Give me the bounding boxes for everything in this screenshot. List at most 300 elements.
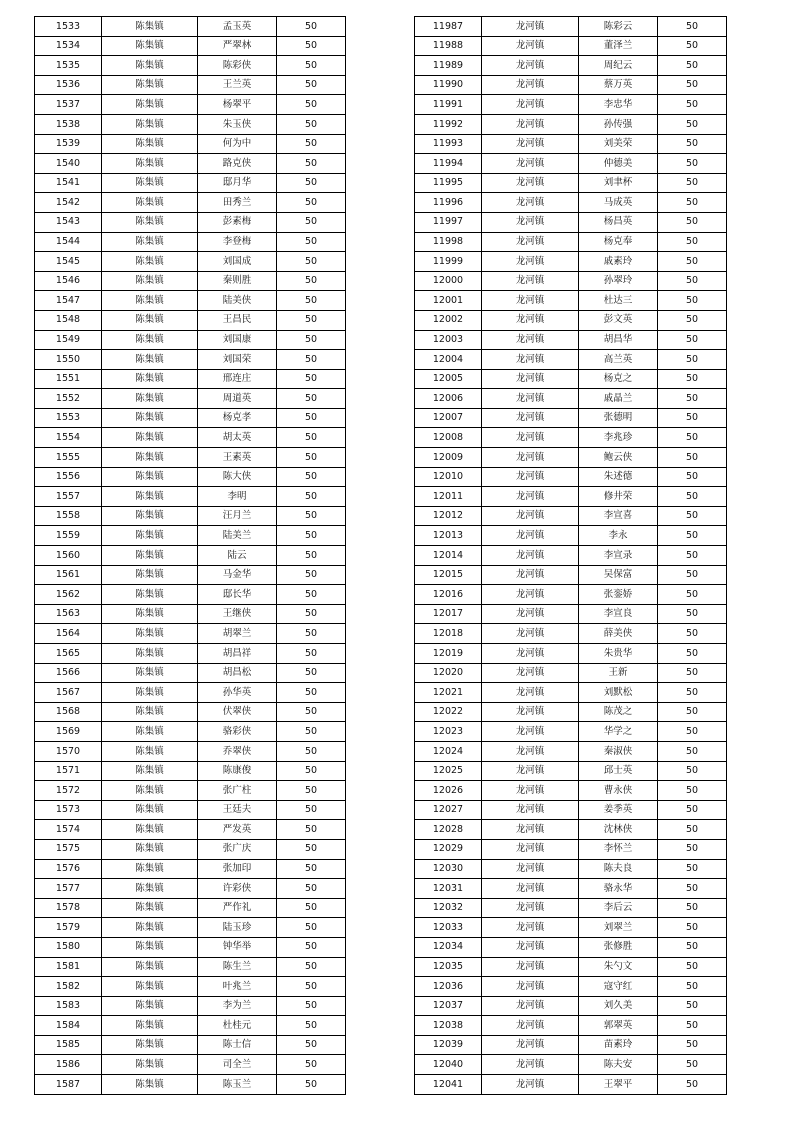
amount-cell: 50	[277, 585, 346, 605]
row-number-cell: 12005	[415, 369, 482, 389]
amount-cell: 50	[658, 134, 727, 154]
amount-cell: 50	[277, 683, 346, 703]
name-cell: 田秀兰	[198, 193, 277, 213]
amount-cell: 50	[658, 644, 727, 664]
amount-cell: 50	[277, 546, 346, 566]
name-cell: 张銮娇	[579, 585, 658, 605]
name-cell: 杨克之	[579, 369, 658, 389]
township-cell: 龙河镇	[482, 722, 579, 742]
table-row	[35, 271, 346, 291]
row-number-cell: 1551	[35, 369, 102, 389]
amount-cell: 50	[277, 644, 346, 664]
township-cell: 陈集镇	[102, 408, 198, 428]
name-cell: 张广庆	[198, 839, 277, 859]
table-row	[415, 232, 727, 252]
amount-cell: 50	[658, 624, 727, 644]
table-row	[35, 996, 346, 1016]
row-number-cell: 1561	[35, 565, 102, 585]
name-cell: 秦则胜	[198, 271, 277, 291]
table-row	[415, 702, 727, 722]
row-number-cell: 1539	[35, 134, 102, 154]
row-number-cell: 1580	[35, 937, 102, 957]
name-cell: 李登梅	[198, 232, 277, 252]
amount-cell: 50	[277, 526, 346, 546]
township-cell: 陈集镇	[102, 820, 198, 840]
name-cell: 许彩侠	[198, 879, 277, 899]
amount-cell: 50	[277, 624, 346, 644]
table-row	[415, 193, 727, 213]
left-roster-body	[35, 17, 346, 1095]
township-cell: 龙河镇	[482, 428, 579, 448]
township-cell: 龙河镇	[482, 937, 579, 957]
table-row	[35, 604, 346, 624]
row-number-cell: 12036	[415, 977, 482, 997]
row-number-cell: 12013	[415, 526, 482, 546]
row-number-cell: 1568	[35, 702, 102, 722]
row-number-cell: 1541	[35, 173, 102, 193]
row-number-cell: 1570	[35, 741, 102, 761]
name-cell: 邢连庄	[198, 369, 277, 389]
table-row	[415, 526, 727, 546]
township-cell: 龙河镇	[482, 957, 579, 977]
name-cell: 薛美侠	[579, 624, 658, 644]
amount-cell: 50	[277, 350, 346, 370]
amount-cell: 50	[658, 781, 727, 801]
table-row	[35, 232, 346, 252]
name-cell: 王继侠	[198, 604, 277, 624]
township-cell: 陈集镇	[102, 1075, 198, 1095]
amount-cell: 50	[277, 565, 346, 585]
table-row	[415, 859, 727, 879]
township-cell: 龙河镇	[482, 546, 579, 566]
amount-cell: 50	[277, 369, 346, 389]
amount-cell: 50	[658, 389, 727, 409]
table-row	[415, 17, 727, 37]
table-row	[415, 604, 727, 624]
name-cell: 寇守红	[579, 977, 658, 997]
township-cell: 陈集镇	[102, 977, 198, 997]
township-cell: 陈集镇	[102, 1016, 198, 1036]
township-cell: 龙河镇	[482, 271, 579, 291]
name-cell: 曹永侠	[579, 781, 658, 801]
name-cell: 陈大侠	[198, 467, 277, 487]
table-row	[35, 957, 346, 977]
amount-cell: 50	[658, 918, 727, 938]
row-number-cell: 12015	[415, 565, 482, 585]
table-row	[35, 820, 346, 840]
row-number-cell: 1550	[35, 350, 102, 370]
table-row	[35, 1055, 346, 1075]
amount-cell: 50	[658, 859, 727, 879]
table-row	[415, 134, 727, 154]
table-row	[415, 977, 727, 997]
amount-cell: 50	[658, 937, 727, 957]
amount-cell: 50	[658, 212, 727, 232]
table-row	[35, 212, 346, 232]
amount-cell: 50	[277, 212, 346, 232]
row-number-cell: 12000	[415, 271, 482, 291]
row-number-cell: 1576	[35, 859, 102, 879]
row-number-cell: 1533	[35, 17, 102, 37]
row-number-cell: 12007	[415, 408, 482, 428]
name-cell: 朱勺文	[579, 957, 658, 977]
table-row	[35, 1035, 346, 1055]
township-cell: 陈集镇	[102, 36, 198, 56]
amount-cell: 50	[277, 663, 346, 683]
name-cell: 孙传强	[579, 114, 658, 134]
township-cell: 陈集镇	[102, 330, 198, 350]
amount-cell: 50	[277, 702, 346, 722]
name-cell: 苗素玲	[579, 1035, 658, 1055]
row-number-cell: 11988	[415, 36, 482, 56]
amount-cell: 50	[658, 1055, 727, 1075]
row-number-cell: 1553	[35, 408, 102, 428]
name-cell: 陈康俊	[198, 761, 277, 781]
table-row	[35, 526, 346, 546]
row-number-cell: 12030	[415, 859, 482, 879]
name-cell: 陈夫良	[579, 859, 658, 879]
township-cell: 陈集镇	[102, 17, 198, 37]
amount-cell: 50	[658, 546, 727, 566]
table-row	[35, 350, 346, 370]
name-cell: 邱士英	[579, 761, 658, 781]
table-row	[415, 389, 727, 409]
township-cell: 龙河镇	[482, 330, 579, 350]
name-cell: 刘国成	[198, 252, 277, 272]
name-cell: 钟华举	[198, 937, 277, 957]
row-number-cell: 1579	[35, 918, 102, 938]
township-cell: 龙河镇	[482, 977, 579, 997]
row-number-cell: 1583	[35, 996, 102, 1016]
name-cell: 严翠林	[198, 36, 277, 56]
name-cell: 陆美兰	[198, 526, 277, 546]
table-row	[415, 624, 727, 644]
name-cell: 刘久美	[579, 996, 658, 1016]
township-cell: 龙河镇	[482, 154, 579, 174]
table-row	[35, 722, 346, 742]
table-row	[35, 173, 346, 193]
amount-cell: 50	[658, 75, 727, 95]
table-row	[415, 487, 727, 507]
amount-cell: 50	[658, 173, 727, 193]
name-cell: 陈夫安	[579, 1055, 658, 1075]
row-number-cell: 1564	[35, 624, 102, 644]
row-number-cell: 11993	[415, 134, 482, 154]
amount-cell: 50	[277, 1016, 346, 1036]
table-row	[35, 291, 346, 311]
table-row	[415, 36, 727, 56]
table-row	[35, 624, 346, 644]
name-cell: 高兰英	[579, 350, 658, 370]
name-cell: 李明	[198, 487, 277, 507]
row-number-cell: 1560	[35, 546, 102, 566]
township-cell: 龙河镇	[482, 17, 579, 37]
amount-cell: 50	[658, 839, 727, 859]
amount-cell: 50	[277, 761, 346, 781]
name-cell: 李永	[579, 526, 658, 546]
table-row	[35, 389, 346, 409]
row-number-cell: 12024	[415, 741, 482, 761]
amount-cell: 50	[658, 350, 727, 370]
table-row	[35, 663, 346, 683]
amount-cell: 50	[277, 408, 346, 428]
row-number-cell: 1584	[35, 1016, 102, 1036]
amount-cell: 50	[277, 722, 346, 742]
table-row	[415, 1075, 727, 1095]
name-cell: 杨翠平	[198, 95, 277, 115]
amount-cell: 50	[658, 252, 727, 272]
row-number-cell: 12001	[415, 291, 482, 311]
township-cell: 陈集镇	[102, 487, 198, 507]
amount-cell: 50	[658, 232, 727, 252]
township-cell: 陈集镇	[102, 663, 198, 683]
table-row	[415, 56, 727, 76]
name-cell: 何为中	[198, 134, 277, 154]
name-cell: 郭翠英	[579, 1016, 658, 1036]
township-cell: 龙河镇	[482, 761, 579, 781]
township-cell: 陈集镇	[102, 56, 198, 76]
row-number-cell: 12040	[415, 1055, 482, 1075]
row-number-cell: 12023	[415, 722, 482, 742]
table-row	[415, 448, 727, 468]
township-cell: 龙河镇	[482, 859, 579, 879]
row-number-cell: 1538	[35, 114, 102, 134]
township-cell: 陈集镇	[102, 898, 198, 918]
table-row	[415, 1016, 727, 1036]
table-row	[35, 937, 346, 957]
row-number-cell: 1542	[35, 193, 102, 213]
township-cell: 陈集镇	[102, 839, 198, 859]
amount-cell: 50	[277, 36, 346, 56]
row-number-cell: 1535	[35, 56, 102, 76]
township-cell: 陈集镇	[102, 252, 198, 272]
name-cell: 吴保富	[579, 565, 658, 585]
row-number-cell: 11987	[415, 17, 482, 37]
row-number-cell: 1569	[35, 722, 102, 742]
row-number-cell: 1575	[35, 839, 102, 859]
left-roster-table	[34, 16, 346, 1095]
township-cell: 龙河镇	[482, 820, 579, 840]
name-cell: 骆彩侠	[198, 722, 277, 742]
amount-cell: 50	[277, 232, 346, 252]
amount-cell: 50	[658, 702, 727, 722]
right-roster-body	[415, 17, 727, 1095]
table-row	[35, 741, 346, 761]
name-cell: 乔翠侠	[198, 741, 277, 761]
name-cell: 周纪云	[579, 56, 658, 76]
row-number-cell: 1554	[35, 428, 102, 448]
amount-cell: 50	[277, 1035, 346, 1055]
name-cell: 陈玉兰	[198, 1075, 277, 1095]
table-row	[35, 56, 346, 76]
township-cell: 陈集镇	[102, 154, 198, 174]
township-cell: 龙河镇	[482, 310, 579, 330]
township-cell: 陈集镇	[102, 75, 198, 95]
township-cell: 陈集镇	[102, 310, 198, 330]
amount-cell: 50	[277, 193, 346, 213]
row-number-cell: 1552	[35, 389, 102, 409]
township-cell: 龙河镇	[482, 75, 579, 95]
table-row	[35, 585, 346, 605]
township-cell: 陈集镇	[102, 800, 198, 820]
amount-cell: 50	[277, 977, 346, 997]
table-row	[415, 75, 727, 95]
name-cell: 胡翠兰	[198, 624, 277, 644]
table-row	[35, 114, 346, 134]
table-row	[35, 330, 346, 350]
amount-cell: 50	[277, 17, 346, 37]
township-cell: 陈集镇	[102, 859, 198, 879]
township-cell: 龙河镇	[482, 232, 579, 252]
row-number-cell: 1559	[35, 526, 102, 546]
row-number-cell: 12033	[415, 918, 482, 938]
township-cell: 陈集镇	[102, 996, 198, 1016]
name-cell: 陆云	[198, 546, 277, 566]
amount-cell: 50	[658, 663, 727, 683]
table-row	[415, 310, 727, 330]
name-cell: 马成英	[579, 193, 658, 213]
township-cell: 陈集镇	[102, 702, 198, 722]
row-number-cell: 1557	[35, 487, 102, 507]
amount-cell: 50	[277, 487, 346, 507]
amount-cell: 50	[658, 1075, 727, 1095]
name-cell: 朱玉侠	[198, 114, 277, 134]
name-cell: 伏翠侠	[198, 702, 277, 722]
name-cell: 孙华英	[198, 683, 277, 703]
row-number-cell: 12041	[415, 1075, 482, 1095]
amount-cell: 50	[277, 937, 346, 957]
township-cell: 龙河镇	[482, 604, 579, 624]
table-row	[35, 800, 346, 820]
row-number-cell: 11990	[415, 75, 482, 95]
row-number-cell: 12038	[415, 1016, 482, 1036]
row-number-cell: 1545	[35, 252, 102, 272]
township-cell: 陈集镇	[102, 428, 198, 448]
name-cell: 华学之	[579, 722, 658, 742]
table-row	[35, 506, 346, 526]
township-cell: 龙河镇	[482, 663, 579, 683]
name-cell: 陈彩侠	[198, 56, 277, 76]
row-number-cell: 1573	[35, 800, 102, 820]
amount-cell: 50	[277, 506, 346, 526]
row-number-cell: 12004	[415, 350, 482, 370]
amount-cell: 50	[277, 898, 346, 918]
township-cell: 陈集镇	[102, 350, 198, 370]
township-cell: 陈集镇	[102, 644, 198, 664]
name-cell: 戚晶兰	[579, 389, 658, 409]
name-cell: 邸月华	[198, 173, 277, 193]
table-row	[415, 820, 727, 840]
row-number-cell: 12037	[415, 996, 482, 1016]
row-number-cell: 1546	[35, 271, 102, 291]
township-cell: 龙河镇	[482, 898, 579, 918]
township-cell: 龙河镇	[482, 644, 579, 664]
table-row	[415, 154, 727, 174]
township-cell: 陈集镇	[102, 1035, 198, 1055]
row-number-cell: 1567	[35, 683, 102, 703]
table-row	[415, 291, 727, 311]
amount-cell: 50	[277, 879, 346, 899]
name-cell: 鲍云侠	[579, 448, 658, 468]
row-number-cell: 12019	[415, 644, 482, 664]
table-row	[415, 271, 727, 291]
table-row	[35, 565, 346, 585]
table-row	[35, 467, 346, 487]
township-cell: 陈集镇	[102, 1055, 198, 1075]
amount-cell: 50	[658, 154, 727, 174]
name-cell: 修井荣	[579, 487, 658, 507]
name-cell: 胡昌祥	[198, 644, 277, 664]
amount-cell: 50	[658, 1016, 727, 1036]
township-cell: 龙河镇	[482, 291, 579, 311]
township-cell: 龙河镇	[482, 879, 579, 899]
name-cell: 董泽兰	[579, 36, 658, 56]
table-row	[415, 369, 727, 389]
row-number-cell: 12003	[415, 330, 482, 350]
name-cell: 王翠平	[579, 1075, 658, 1095]
table-row	[35, 75, 346, 95]
table-row	[35, 487, 346, 507]
table-row	[415, 212, 727, 232]
row-number-cell: 1586	[35, 1055, 102, 1075]
amount-cell: 50	[658, 114, 727, 134]
table-row	[35, 134, 346, 154]
amount-cell: 50	[658, 526, 727, 546]
row-number-cell: 1558	[35, 506, 102, 526]
table-row	[35, 683, 346, 703]
name-cell: 李宣良	[579, 604, 658, 624]
table-row	[415, 800, 727, 820]
township-cell: 龙河镇	[482, 918, 579, 938]
name-cell: 陈士信	[198, 1035, 277, 1055]
name-cell: 李为兰	[198, 996, 277, 1016]
amount-cell: 50	[277, 291, 346, 311]
name-cell: 王新	[579, 663, 658, 683]
table-row	[415, 173, 727, 193]
name-cell: 胡昌华	[579, 330, 658, 350]
table-row	[415, 114, 727, 134]
amount-cell: 50	[658, 17, 727, 37]
amount-cell: 50	[658, 741, 727, 761]
name-cell: 孟玉英	[198, 17, 277, 37]
row-number-cell: 1534	[35, 36, 102, 56]
township-cell: 龙河镇	[482, 624, 579, 644]
amount-cell: 50	[277, 781, 346, 801]
township-cell: 陈集镇	[102, 114, 198, 134]
table-row	[415, 761, 727, 781]
name-cell: 杨昌英	[579, 212, 658, 232]
township-cell: 龙河镇	[482, 683, 579, 703]
amount-cell: 50	[277, 1055, 346, 1075]
name-cell: 刘翠兰	[579, 918, 658, 938]
township-cell: 陈集镇	[102, 173, 198, 193]
township-cell: 陈集镇	[102, 467, 198, 487]
amount-cell: 50	[277, 252, 346, 272]
name-cell: 李宣喜	[579, 506, 658, 526]
amount-cell: 50	[277, 467, 346, 487]
table-row	[415, 644, 727, 664]
amount-cell: 50	[658, 310, 727, 330]
row-number-cell: 11994	[415, 154, 482, 174]
name-cell: 李怀兰	[579, 839, 658, 859]
name-cell: 仲德美	[579, 154, 658, 174]
table-row	[35, 310, 346, 330]
name-cell: 彭素梅	[198, 212, 277, 232]
amount-cell: 50	[277, 604, 346, 624]
row-number-cell: 12022	[415, 702, 482, 722]
table-row	[35, 1016, 346, 1036]
amount-cell: 50	[658, 408, 727, 428]
